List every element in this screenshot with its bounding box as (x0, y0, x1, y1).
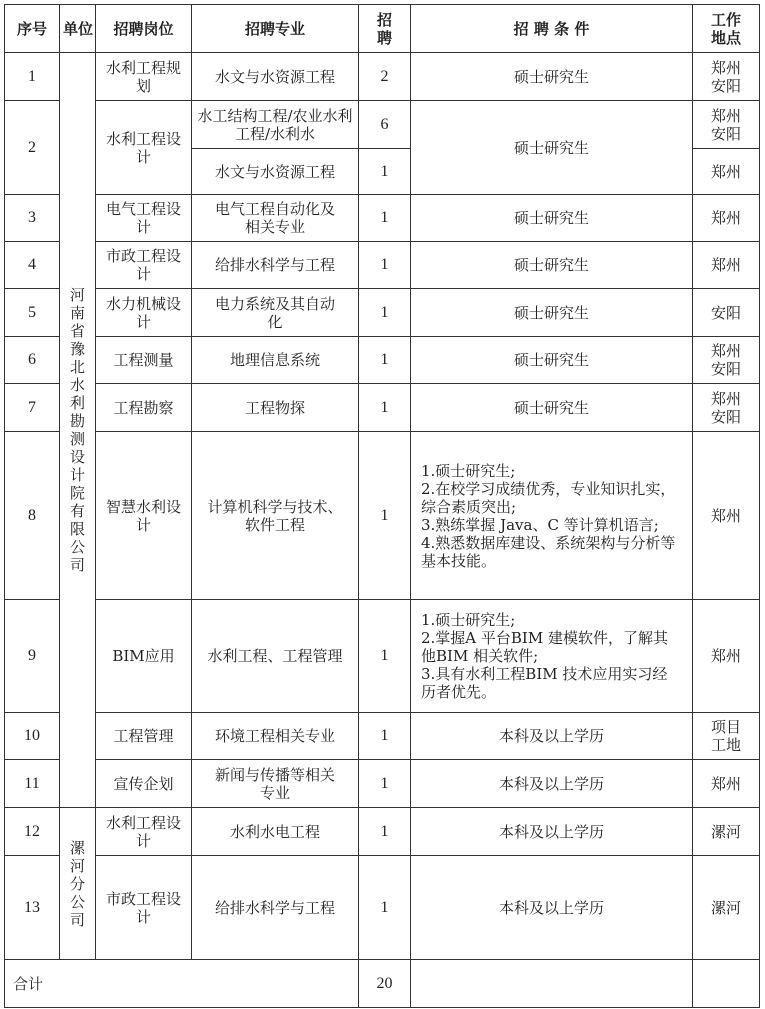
cell-location: 郑州 (693, 149, 760, 195)
cell-location: 郑州安阳 (693, 337, 760, 384)
cell-location: 漯河 (693, 856, 760, 960)
cell-condition: 硕士研究生 (411, 384, 693, 432)
cell-location: 郑州 (693, 242, 760, 289)
header-unit: 单位 (60, 5, 96, 53)
total-label: 合计 (5, 960, 359, 1008)
unit-luohe-label: 漯河分公司 (70, 838, 86, 929)
cell-count: 1 (359, 856, 411, 960)
table-row (5, 242, 760, 289)
header-conditions: 招 聘 条 件 (411, 5, 693, 53)
cell-seq: 2 (5, 101, 60, 195)
header-row (5, 5, 760, 53)
cell-location: 郑州安阳 (693, 101, 760, 149)
cell-count: 2 (359, 53, 411, 101)
cell-position: 水利工程设计 (96, 808, 192, 856)
cell-position: 水力机械设计 (96, 289, 192, 337)
table-row (5, 337, 760, 384)
cell-major: 水利水电工程 (192, 808, 359, 856)
cell-condition: 本科及以上学历 (411, 760, 693, 808)
cell-major: 水工结构工程/农业水利工程/水利水 (192, 101, 359, 149)
cell-condition: 硕士研究生 (411, 101, 693, 195)
cell-major: 地理信息系统 (192, 337, 359, 384)
cell-position: 市政工程设计 (96, 856, 192, 960)
cell-location: 郑州安阳 (693, 384, 760, 432)
cell-count: 1 (359, 600, 411, 713)
cell-seq: 1 (5, 53, 60, 101)
cell-location: 安阳 (693, 289, 760, 337)
cell-position: 电气工程设计 (96, 195, 192, 242)
header-major: 招聘专业 (192, 5, 359, 53)
cell-condition: 硕士研究生 (411, 195, 693, 242)
cell-major: 电力系统及其自动化 (192, 289, 359, 337)
cell-major: 工程物探 (192, 384, 359, 432)
table-row (5, 384, 760, 432)
header-position: 招聘岗位 (96, 5, 192, 53)
cell-count: 1 (359, 337, 411, 384)
cell-condition: 硕士研究生 (411, 337, 693, 384)
cell-condition: 硕士研究生 (411, 289, 693, 337)
cell-position: 水利工程设计 (96, 101, 192, 195)
condition-line: 1.硕士研究生; (421, 611, 516, 629)
cell-count: 1 (359, 289, 411, 337)
cell-count: 1 (359, 384, 411, 432)
cell-major: 给排水科学与工程 (192, 242, 359, 289)
unit-luohe-cell (60, 808, 96, 960)
cell-count: 6 (359, 101, 411, 149)
recruitment-table (4, 4, 760, 1008)
cell-seq: 5 (5, 289, 60, 337)
cell-position: 宣传企划 (96, 760, 192, 808)
condition-line: 3.熟练掌握 Java、C 等计算机语言; (421, 515, 659, 534)
cell-major: 水文与水资源工程 (192, 53, 359, 101)
table-row (5, 101, 760, 149)
table-row (5, 856, 760, 960)
condition-line: 2.在校学习成绩优秀，专业知识扎实，综合素质突出; (421, 479, 676, 516)
cell-location: 项目工地 (693, 713, 760, 760)
cell-seq: 7 (5, 384, 60, 432)
cell-seq: 12 (5, 808, 60, 856)
cell-major: 电气工程自动化及相关专业 (192, 195, 359, 242)
cell-seq: 13 (5, 856, 60, 960)
cell-count: 1 (359, 713, 411, 760)
cell-count: 1 (359, 432, 411, 600)
header-location: 工作地点 (693, 5, 760, 53)
cell-seq: 6 (5, 337, 60, 384)
header-count: 招聘 (359, 5, 411, 53)
cell-location: 漯河 (693, 808, 760, 856)
total-empty-location (693, 960, 760, 1008)
cell-condition: 本科及以上学历 (411, 808, 693, 856)
unit-henan-label: 河南省豫北水利勘测设计院有限公司 (70, 286, 86, 574)
table-row (5, 760, 760, 808)
cell-seq: 11 (5, 760, 60, 808)
cell-count: 1 (359, 760, 411, 808)
cell-major: 水利工程、工程管理 (192, 600, 359, 713)
table-row (5, 289, 760, 337)
cell-position: 工程勘察 (96, 384, 192, 432)
cell-position: BIM应用 (96, 600, 192, 713)
cell-position: 智慧水利设计 (96, 432, 192, 600)
cell-major: 水文与水资源工程 (192, 149, 359, 195)
cell-count: 1 (359, 195, 411, 242)
cell-major: 计算机科学与技术、软件工程 (192, 432, 359, 600)
cell-conditions (411, 432, 693, 600)
table-row (5, 432, 760, 600)
cell-location: 郑州安阳 (693, 53, 760, 101)
condition-line: 2.掌握A 平台BIM 建模软件，了解其他BIM 相关软件; (421, 629, 668, 665)
cell-location: 郑州 (693, 760, 760, 808)
condition-line: 4.熟悉数据库建设、系统架构与分析等基本技能。 (421, 533, 676, 570)
cell-location: 郑州 (693, 432, 760, 600)
cell-condition: 本科及以上学历 (411, 856, 693, 960)
cell-conditions (411, 600, 693, 713)
cell-seq: 10 (5, 713, 60, 760)
header-seq: 序号 (5, 5, 60, 53)
table-row (5, 53, 760, 101)
total-row (5, 960, 760, 1008)
cell-major: 环境工程相关专业 (192, 713, 359, 760)
total-empty-conditions (411, 960, 693, 1008)
table-row (5, 713, 760, 760)
cell-condition: 本科及以上学历 (411, 713, 693, 760)
cell-seq: 8 (5, 432, 60, 600)
table-row (5, 195, 760, 242)
cell-major: 新闻与传播等相关专业 (192, 760, 359, 808)
cell-condition: 硕士研究生 (411, 53, 693, 101)
total-count: 20 (359, 960, 411, 1008)
cell-position: 工程测量 (96, 337, 192, 384)
cell-location: 郑州 (693, 600, 760, 713)
cell-count: 1 (359, 808, 411, 856)
cell-location: 郑州 (693, 195, 760, 242)
cell-condition: 硕士研究生 (411, 242, 693, 289)
cell-seq: 9 (5, 600, 60, 713)
condition-line: 3.具有水利工程BIM 技术应用实习经历者优先。 (421, 665, 668, 701)
unit-henan-cell (60, 53, 96, 808)
table-row (5, 808, 760, 856)
cell-position: 水利工程规划 (96, 53, 192, 101)
table-row (5, 600, 760, 713)
cell-major: 给排水科学与工程 (192, 856, 359, 960)
cell-count: 1 (359, 149, 411, 195)
cell-position: 市政工程设计 (96, 242, 192, 289)
condition-line: 1.硕士研究生; (421, 461, 516, 480)
cell-position: 工程管理 (96, 713, 192, 760)
cell-count: 1 (359, 242, 411, 289)
cell-seq: 4 (5, 242, 60, 289)
cell-seq: 3 (5, 195, 60, 242)
